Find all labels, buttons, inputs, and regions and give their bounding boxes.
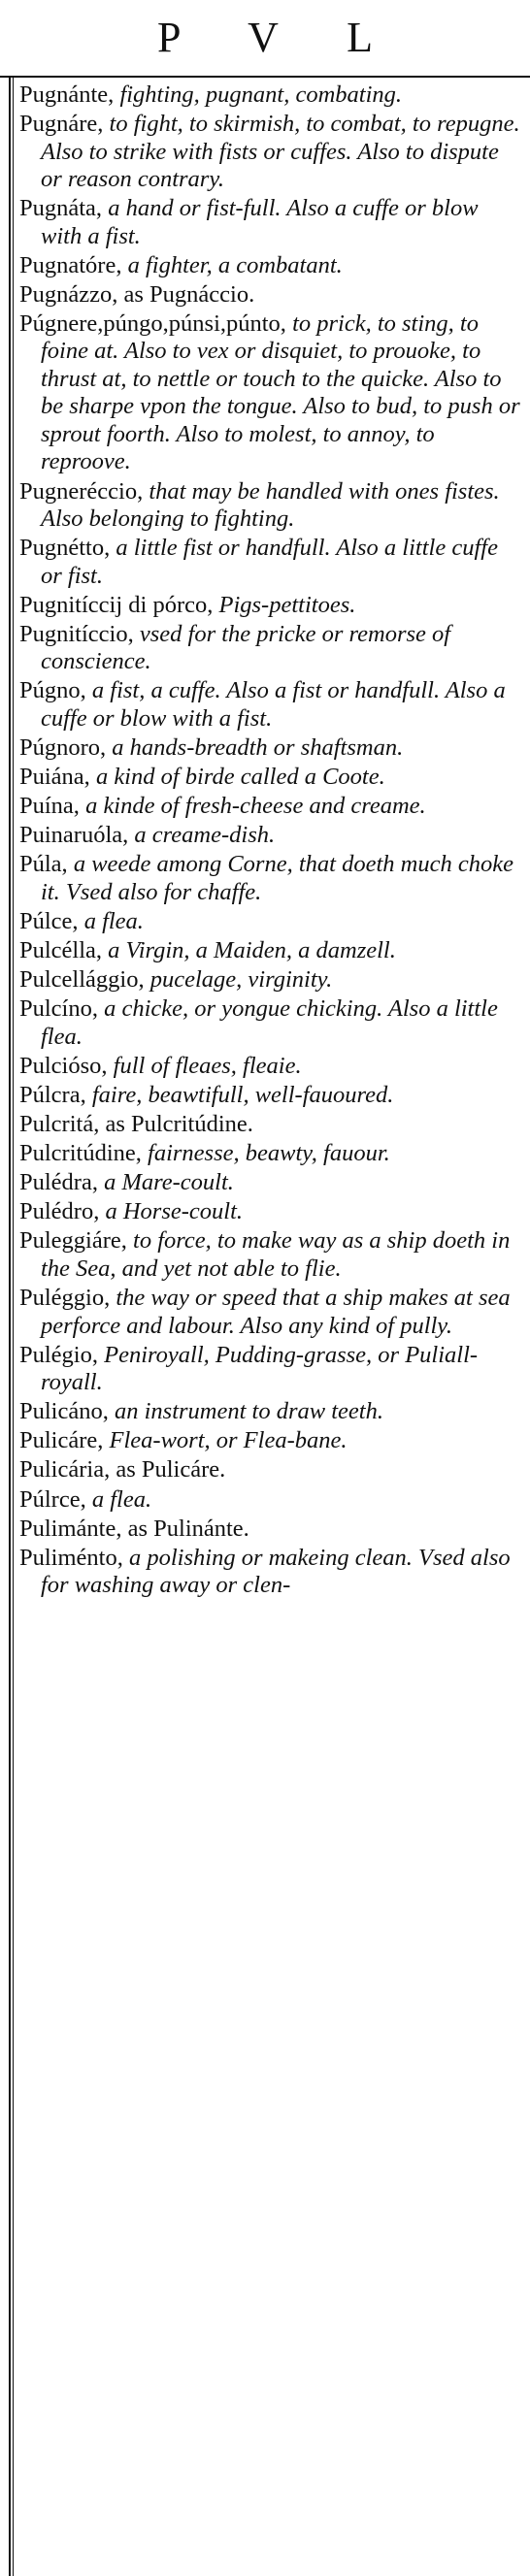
headword: Pulédra, — [19, 1169, 98, 1196]
dictionary-entry — [19, 1227, 522, 1283]
headword: Pugnitíccij di pórco, — [19, 591, 214, 618]
headword: Pulcritá, as Pulcritúdine. — [19, 1111, 253, 1138]
headword: Púla, — [19, 851, 68, 878]
column-rule-inner — [13, 76, 14, 2576]
headword: Pulcritúdine, — [19, 1140, 142, 1167]
dictionary-entry — [19, 252, 522, 280]
dictionary-entry — [19, 1342, 522, 1397]
headword: Pugnázzo, as Pugnáccio. — [19, 280, 255, 308]
dictionary-entry — [19, 592, 522, 620]
headword: Pugnétto, — [19, 535, 111, 562]
definition: a little fist or handfull. Also a little cuffe or fist. — [41, 535, 498, 589]
dictionary-entry — [19, 1516, 522, 1544]
headword: Pulicáre, — [19, 1427, 104, 1454]
headword: Púlrce, — [19, 1485, 86, 1513]
definition: the way or speed that a ship makes at sea perforce and labour. Also any kind of pully. — [41, 1285, 511, 1339]
dictionary-entry — [19, 677, 522, 733]
dictionary-entry — [19, 1456, 522, 1484]
definition: to prick, to sting, to foine at. Also to vex or disquiet, to prouoke, to thrust at, to nettle or touch to the quicke. Also to be sharpe vpon the tongue. Also to bud, to push or sprout foorth. Also to molest, to annoy, to reproove. — [41, 310, 520, 475]
headword: Pugnitíccio, — [19, 620, 134, 647]
dictionary-entry — [19, 793, 522, 821]
dictionary-entry — [19, 1285, 522, 1340]
headword: Púgnere,púngo,púnsi,púnto, — [19, 310, 286, 337]
headword: Puléggio, — [19, 1285, 111, 1312]
headword: Pugnatóre, — [19, 251, 122, 278]
dictionary-entry — [19, 478, 522, 534]
entry-column — [19, 82, 522, 1601]
definition: a weede among Corne, that doeth much choke it. Vsed also for chaffe. — [41, 851, 513, 905]
dictionary-entry — [19, 937, 522, 965]
dictionary-entry — [19, 734, 522, 763]
page-running-head: P V L — [157, 13, 402, 61]
definition: fighting, pugnant, combating. — [114, 82, 403, 108]
headword: Pulicáno, — [19, 1398, 109, 1425]
headword: Pugnáta, — [19, 195, 103, 222]
dictionary-entry — [19, 195, 522, 250]
definition: Peniroyall, Pudding-grasse, or Puliall-royall. — [41, 1341, 479, 1396]
header-rule — [0, 76, 530, 78]
dictionary-entry — [19, 822, 522, 850]
definition: to force, to make way as a ship doeth in the Sea, and yet not able to flie. — [41, 1227, 511, 1282]
dictionary-entry — [19, 1198, 522, 1226]
headword: Pulcióso, — [19, 1052, 108, 1079]
headword: Puína, — [19, 793, 80, 820]
definition: Flea-wort, or Flea-bane. — [103, 1427, 348, 1454]
dictionary-entry — [19, 535, 522, 590]
definition: a fist, a cuffe. Also a fist or handfull. Also a cuffe or blow with a fist. — [41, 677, 506, 732]
dictionary-entry — [19, 310, 522, 476]
headword: Pulcellággio, — [19, 966, 145, 994]
definition: a kinde of fresh-cheese and creame. — [79, 793, 426, 820]
definition: a creame-dish. — [128, 822, 276, 849]
definition: to fight, to skirmish, to combat, to repugne. Also to strike with fists or cuffes. Also to dispute or reason contrary. — [41, 111, 520, 193]
headword: Púlce, — [19, 908, 79, 934]
dictionary-entry — [19, 1140, 522, 1168]
headword: Pulédro, — [19, 1198, 100, 1225]
headword: Púgnoro, — [19, 734, 107, 762]
headword: Pulcélla, — [19, 937, 103, 964]
headword: Puleggiáre, — [19, 1227, 127, 1255]
headword: Pulégio, — [19, 1341, 98, 1368]
dictionary-entry — [19, 851, 522, 906]
dictionary-entry — [19, 1486, 522, 1515]
definition: full of fleaes, fleaie. — [107, 1052, 302, 1079]
dictionary-entry — [19, 1111, 522, 1139]
definition: a Mare-coult. — [97, 1169, 234, 1196]
definition: that may be handled with ones fistes. Also belonging to fighting. — [41, 477, 500, 533]
column-rule-outer — [9, 76, 11, 2576]
definition: faire, beawtifull, well-fauoured. — [85, 1081, 394, 1108]
definition: vsed for the pricke or remorse of conscience. — [41, 620, 451, 675]
definition: Pigs-pettitoes. — [213, 591, 356, 618]
headword: Púlcra, — [19, 1081, 86, 1108]
headword: Púgno, — [19, 677, 86, 704]
dictionary-entry — [19, 995, 522, 1051]
headword: Pugneréccio, — [19, 477, 144, 505]
dictionary-entry — [19, 1545, 522, 1600]
dictionary-entry — [19, 1427, 522, 1455]
definition: fairnesse, beawty, fauour. — [141, 1140, 390, 1167]
definition: a hand or fist-full. Also a cuffe or blow with a fist. — [41, 195, 479, 249]
definition: a flea. — [85, 1485, 152, 1513]
definition: a kind of birde called a Coote. — [89, 764, 385, 791]
dictionary-entry — [19, 82, 522, 110]
headword: Pugnánte, — [19, 82, 115, 108]
headword: Pulcíno, — [19, 995, 98, 1023]
definition: pucelage, virginity. — [144, 966, 333, 994]
definition: a fighter, a combatant. — [121, 251, 343, 278]
dictionary-entry — [19, 111, 522, 194]
dictionary-entry — [19, 1053, 522, 1081]
headword: Puiána, — [19, 764, 90, 791]
dictionary-entry — [19, 621, 522, 676]
definition: a flea. — [78, 908, 144, 934]
definition: a hands-breadth or shaftsman. — [106, 734, 404, 762]
dictionary-entry — [19, 764, 522, 792]
definition: a Horse-coult. — [99, 1198, 244, 1225]
dictionary-entry — [19, 1398, 522, 1426]
dictionary-entry — [19, 281, 522, 310]
definition: a Virgin, a Maiden, a damzell. — [102, 937, 396, 964]
headword: Pulimánte, as Pulinánte. — [19, 1515, 249, 1542]
dictionary-entry — [19, 966, 522, 995]
definition: a polishing or makeing clean. Vsed also for washing away or clen- — [41, 1544, 511, 1599]
headword: Puinaruóla, — [19, 822, 129, 849]
dictionary-entry — [19, 1082, 522, 1110]
headword: Pulicária, as Pulicáre. — [19, 1456, 226, 1484]
definition: a chicke, or yongue chicking. Also a little flea. — [41, 995, 498, 1050]
headword: Puliménto, — [19, 1544, 123, 1571]
headword: Pugnáre, — [19, 111, 104, 138]
dictionary-entry — [19, 908, 522, 936]
definition: an instrument to draw teeth. — [108, 1398, 383, 1425]
dictionary-entry — [19, 1169, 522, 1197]
